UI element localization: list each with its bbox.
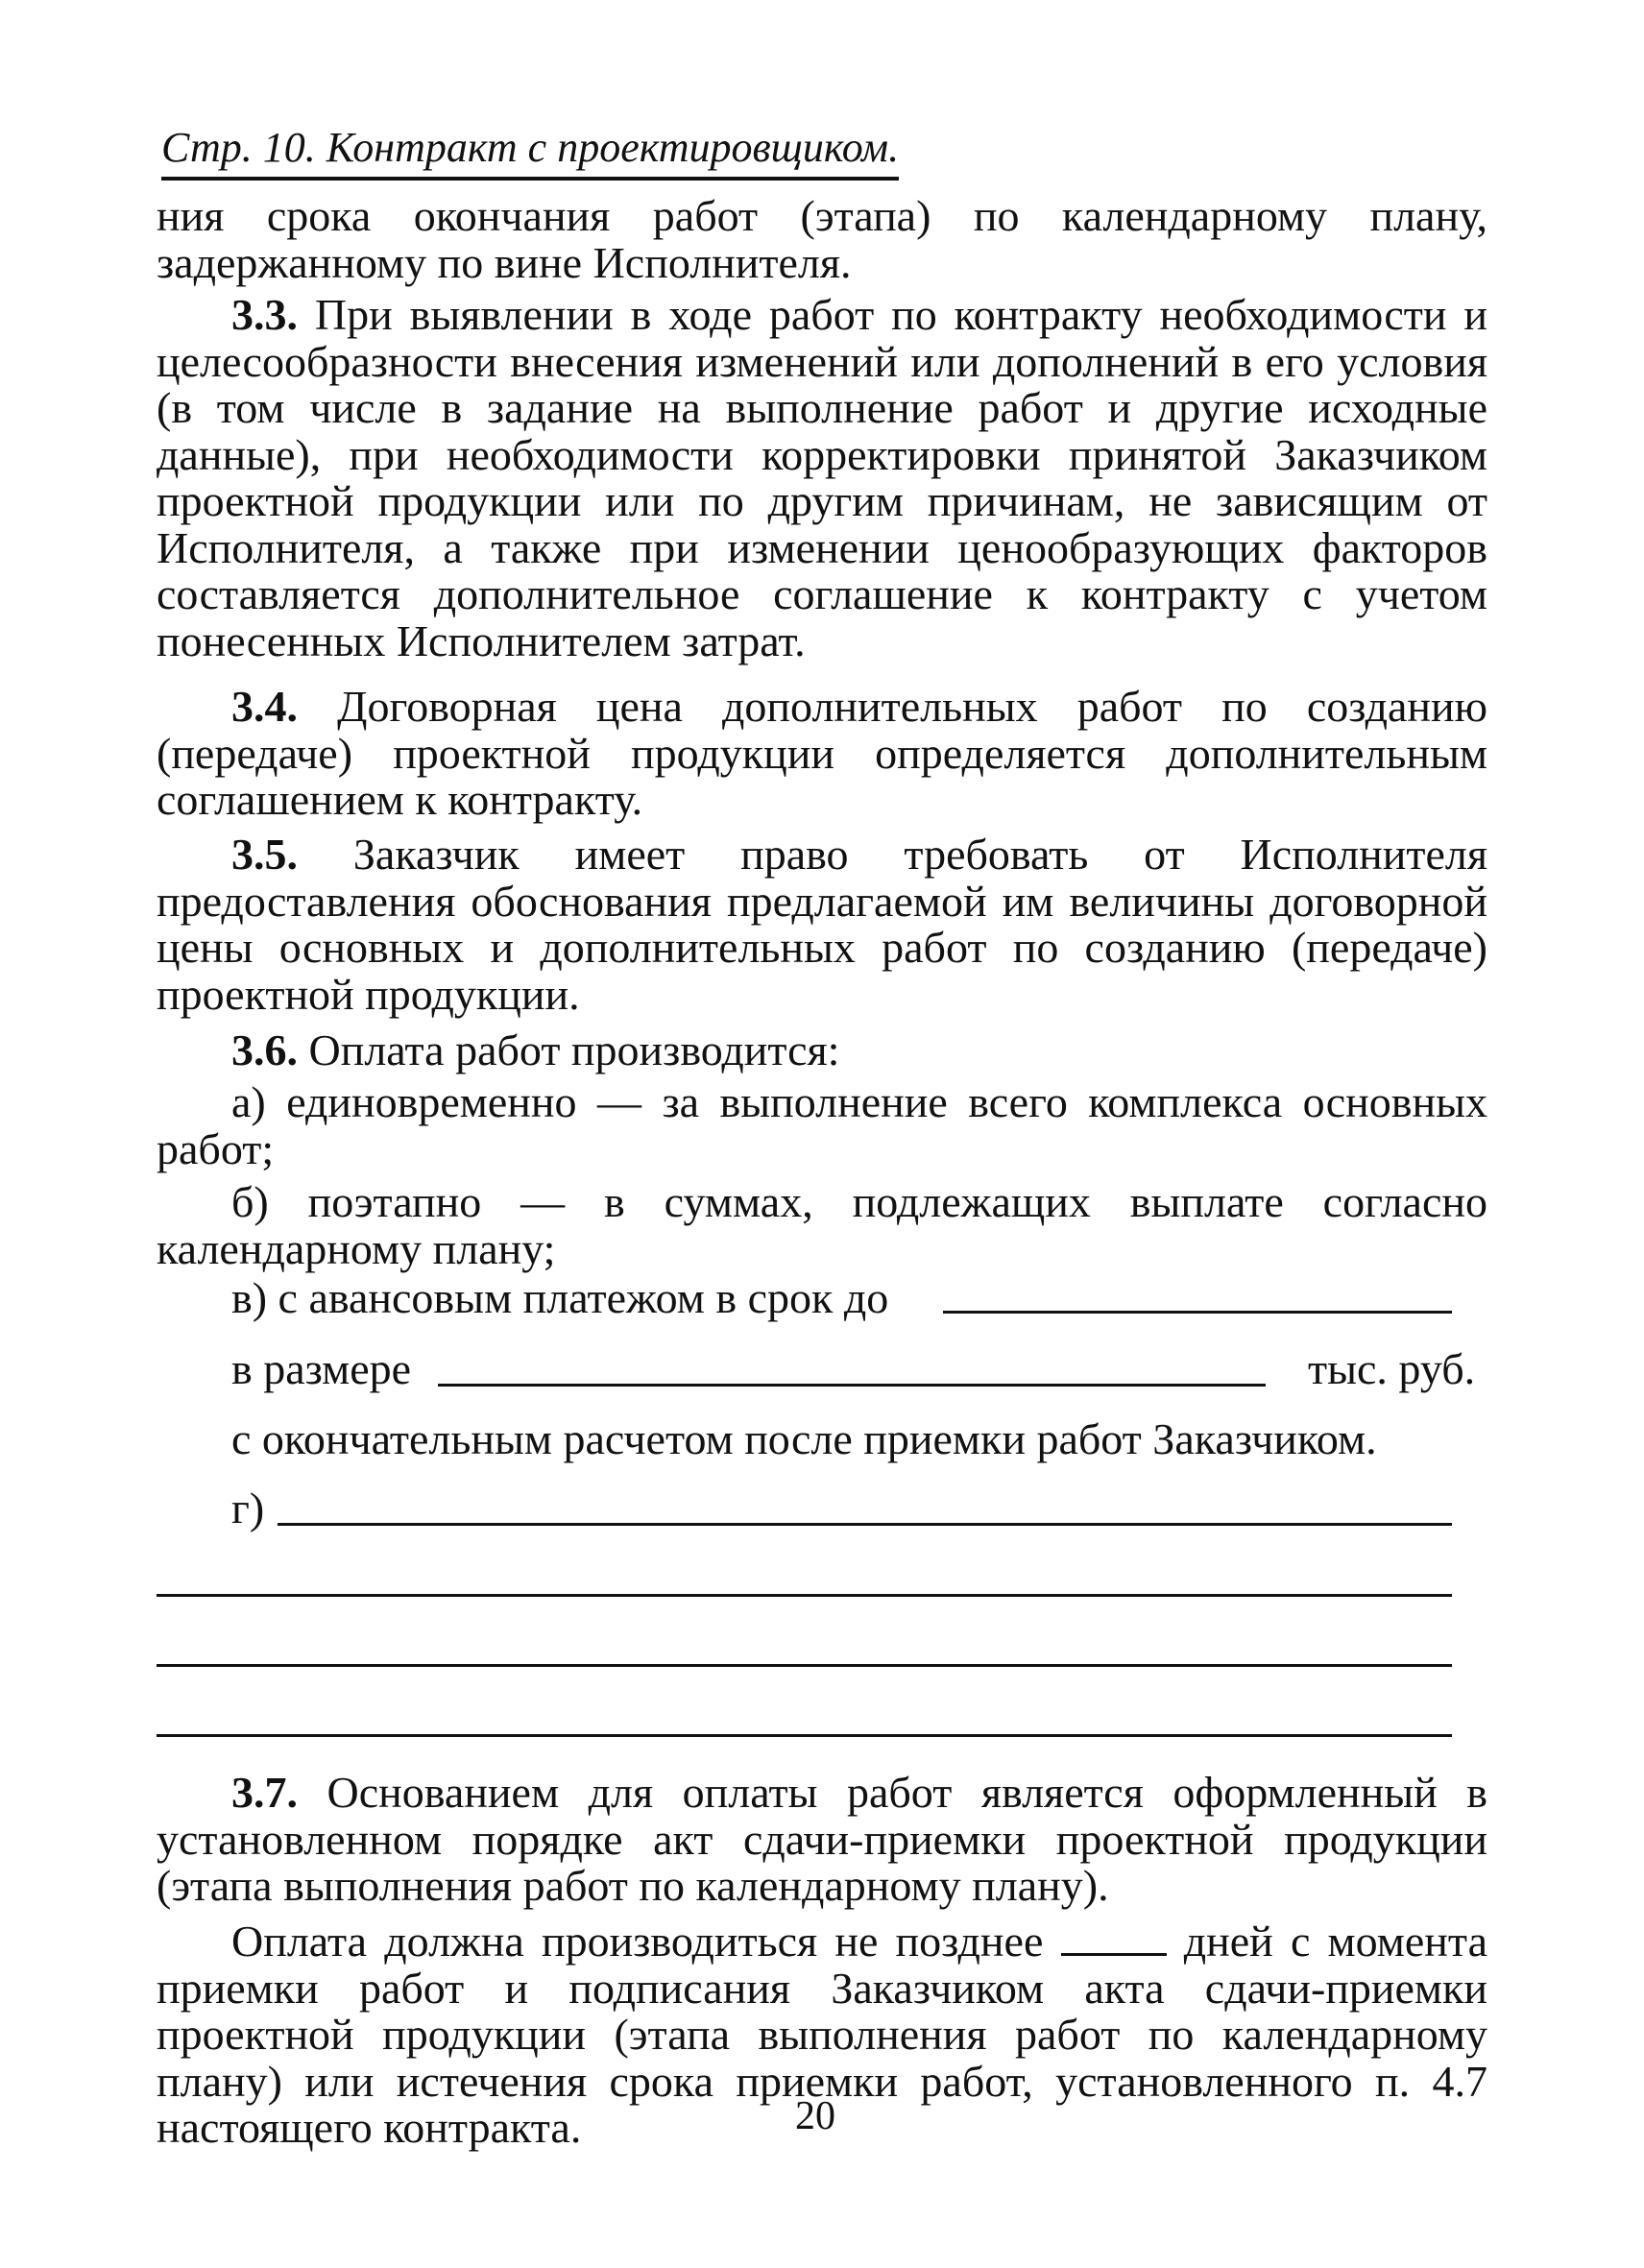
blank-line-3 bbox=[157, 1734, 1452, 1737]
clause-3-5 bbox=[157, 832, 1487, 1018]
clause-3-6-text: Оплата работ производится: bbox=[298, 1025, 840, 1074]
clause-3-4 bbox=[157, 684, 1487, 824]
option-g-blank bbox=[278, 1523, 1452, 1526]
payment-terms-after: дней с момента приемки работ и подписания Заказчиком акта сдачи-приемки проектной продукции (этапа выполнения работ по календарному плану) или истечения срока приемки работ, установленного п. 4.7 настоящего контракта. bbox=[157, 1917, 1487, 2152]
clause-3-7 bbox=[157, 1770, 1487, 1910]
clause-3-5-number: 3.5. bbox=[231, 830, 298, 879]
blank-line-2 bbox=[157, 1664, 1452, 1667]
amount-label: в размере bbox=[231, 1344, 412, 1393]
advance-deadline-blank bbox=[943, 1311, 1452, 1314]
page-header: Стр. 10. Контракт с проектировщиком. bbox=[161, 123, 899, 181]
payment-option-b: б) поэтапно — в суммах, подлежащих выплате согласно календарному плану; bbox=[157, 1177, 1487, 1273]
currency-label: тыс. руб. bbox=[1308, 1344, 1476, 1393]
intro-paragraph: ния срока окончания работ (этапа) по календарному плану, задержанному по вине Исполнителя. bbox=[157, 191, 1487, 287]
payment-option-v: в) с авансовым платежом в срок до bbox=[231, 1273, 889, 1322]
clause-3-3-text: При выявлении в ходе работ по контракту необходимости и целесообразности внесения изменений или дополнений в его условия (в том числе в задание на выполнение работ и другие исходные данные), при необходимости корректировки принятой Заказчиком проектной продукции или по другим причинам, не зависящим от Исполнителя, а также при изменении ценообразующих факторов составляется дополнительное соглашение к контракту с учетом понесенных Исполнителем затрат. bbox=[157, 290, 1487, 665]
blank-line-1 bbox=[157, 1594, 1452, 1597]
clause-3-3 bbox=[157, 292, 1487, 664]
clause-3-7-text: Основанием для оплаты работ является оформленный в установленном порядке акт сдачи-приемки проектной продукции (этапа выполнения работ по календарному плану). bbox=[157, 1768, 1487, 1910]
clause-3-6-number: 3.6. bbox=[231, 1025, 298, 1074]
payment-terms-before: Оплата должна производиться не позднее bbox=[231, 1917, 1044, 1966]
payment-option-a: а) единовременно — за выполнение всего комплекса основных работ; bbox=[157, 1077, 1487, 1173]
clause-3-7-number: 3.7. bbox=[231, 1768, 298, 1817]
amount-blank bbox=[438, 1384, 1266, 1387]
final-settlement-text: с окончательным расчетом после приемки работ Заказчиком. bbox=[231, 1414, 1377, 1463]
clause-3-5-text: Заказчик имеет право требовать от Исполнителя предоставления обоснования предлагаемой им величины договорной цены основных и дополнительных работ по созданию (передаче) проектной продукции. bbox=[157, 830, 1487, 1019]
clause-3-4-number: 3.4. bbox=[231, 682, 298, 731]
payment-option-g: г) bbox=[231, 1484, 265, 1532]
clause-3-6 bbox=[157, 1027, 1487, 1074]
clause-3-4-text: Договорная цена дополнительных работ по созданию (передаче) проектной продукции определяется дополнительным соглашением к контракту. bbox=[157, 682, 1487, 824]
page-number: 20 bbox=[795, 2094, 835, 2138]
clause-3-3-number: 3.3. bbox=[231, 290, 298, 339]
days-blank bbox=[1061, 1924, 1167, 1956]
